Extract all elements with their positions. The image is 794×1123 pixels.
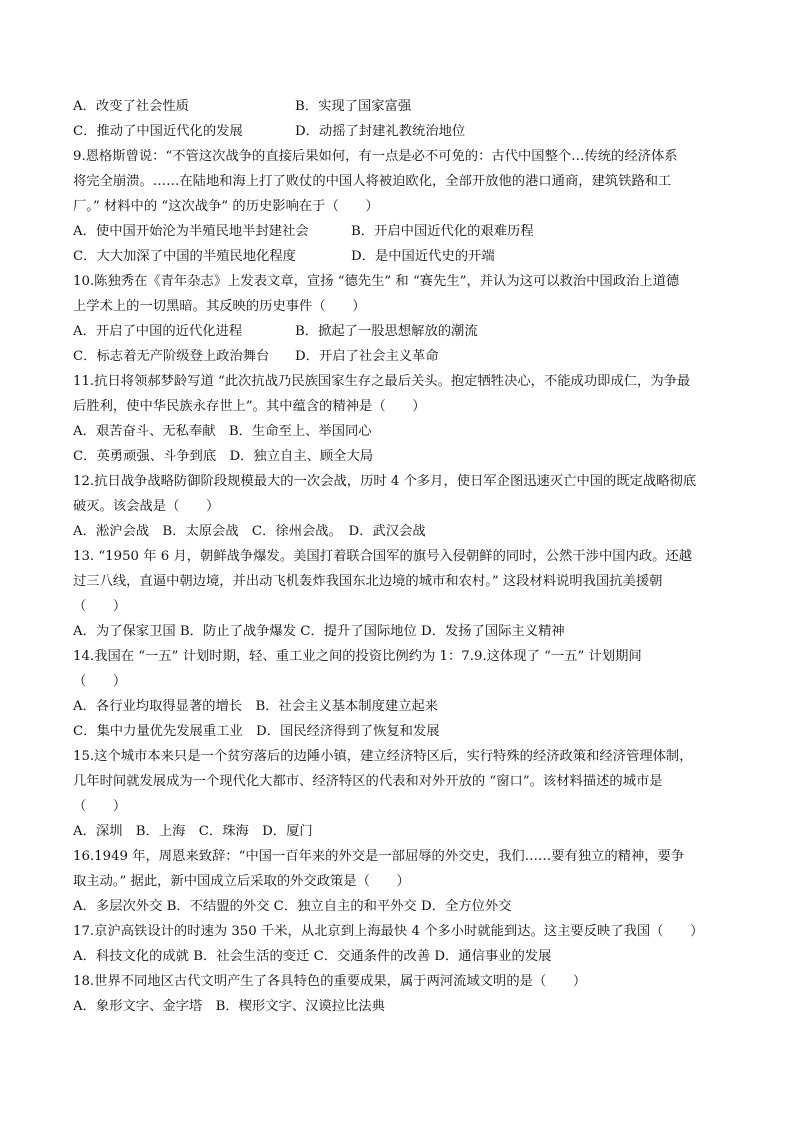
question-9 xyxy=(73,144,728,269)
question-stem-line: 将完全崩溃。……在陆地和海上打了败仗的中国人将被迫欧化，全部开放他的港口通商，建筑铁路和工 xyxy=(73,174,672,189)
question-stem-line: （ ） xyxy=(73,799,127,814)
question-stem-line: 11.抗日将领郝梦龄写道 “此次抗战乃民族国家生存之最后关头。抱定牺牲决心，不能成功即成仁，为争最 xyxy=(73,374,691,389)
option-b: B．实现了国家富强 xyxy=(295,99,412,114)
option-row: A．多层次外交 B．不结盟的外交 C．独立自主的和平外交 D．全方位外交 xyxy=(73,899,512,914)
option-row: C．英勇顽强、斗争到底 D．独立自主、顾全大局 xyxy=(73,449,374,464)
question-stem-line: 过三八线，直逼中朝边境，并出动飞机轰炸我国东北边境的城市和农村。” 这段材料说明我国抗美援朝 xyxy=(73,574,663,589)
question-stem-line: 15.这个城市本来只是一个贫穷落后的边陲小镇，建立经济特区后，实行特殊的经济政策和经济管理体制， xyxy=(73,749,693,764)
question-stem-line: 10.陈独秀在《青年杂志》上发表文章，宣扬 “德先生” 和 “赛先生”，并认为这可以救治中国政治上道德 xyxy=(73,274,680,289)
option-row xyxy=(73,219,728,244)
option-row: A．科技文化的成就 B．社会生活的变迁 C．交通条件的改善 D．通信事业的发展 xyxy=(73,949,552,964)
option-row: A．为了保家卫国 B．防止了战争爆发 C．提升了国际地位 D．发扬了国际主义精神 xyxy=(73,624,565,639)
option-c: C．大大加深了中国的半殖民地化程度 xyxy=(73,249,296,264)
question-stem-line: 14.我国在 “一五” 计划时期，轻、重工业之间的投资比例约为 1：7.9.这体现了 “一五” 计划期间 xyxy=(73,649,642,664)
question-stem-line: 12.抗日战争战略防御阶段规模最大的一次会战，历时 4 个多月，使日军企图迅速灭亡中国的既定战略彻底 xyxy=(73,474,697,489)
option-b: B．掀起了一股思想解放的潮流 xyxy=(295,324,478,339)
question-stem-line: 9.恩格斯曾说：“不管这次战争的直接后果如何，有一点是必不可免的：古代中国整个…传统的经济体系 xyxy=(73,149,678,164)
question-stem-line: （ ） xyxy=(73,599,127,614)
question-stem-line: 16.1949 年，周恩来致辞：“中国一百年来的外交是一部屈辱的外交史，我们……要有独立的精神，要争 xyxy=(73,849,685,864)
question-stem-line: （ ） xyxy=(73,674,127,689)
option-d: D．开启了社会主义革命 xyxy=(295,349,439,364)
question-10 xyxy=(73,269,728,369)
option-row: A．象形文字、金字塔 B．楔形文字、汉谟拉比法典 xyxy=(73,999,385,1014)
option-row xyxy=(73,344,728,369)
question-8-options xyxy=(73,94,728,144)
option-a: A．改变了社会性质 xyxy=(73,99,189,114)
question-12 xyxy=(73,469,728,544)
question-13 xyxy=(73,544,728,644)
question-15 xyxy=(73,744,728,844)
option-row xyxy=(73,319,728,344)
question-stem-line: 后胜利，使中华民族永存世上”。其中蕴含的精神是（ ） xyxy=(73,399,426,414)
question-stem-line: 13. “1950 年 6 月，朝鲜战争爆发。美国打着联合国军的旗号入侵朝鲜的同时，公然干涉中国内政。还越 xyxy=(73,549,693,564)
option-c: C．推动了中国近代化的发展 xyxy=(73,124,243,139)
option-d: D．动摇了封建礼教统治地位 xyxy=(295,124,466,139)
question-stem-line: 上学术上的一切黑暗。其反映的历史事件（ ） xyxy=(73,299,366,314)
question-14 xyxy=(73,644,728,744)
question-stem-line: 厂。” 材料中的 “这次战争” 的历史影响在于（ ） xyxy=(73,199,379,214)
option-row xyxy=(73,94,728,119)
option-row xyxy=(73,119,728,144)
option-row: A．艰苦奋斗、无私奉献 B．生命至上、举国同心 xyxy=(73,424,372,439)
option-d: D．是中国近代史的开端 xyxy=(351,249,495,264)
option-row: C．集中力量优先发展重工业 D．国民经济得到了恢复和发展 xyxy=(73,724,440,739)
question-stem-line: 18.世界不同地区古代文明产生了各具特色的重要成果，属于两河流域文明的是（ ） xyxy=(73,974,587,989)
exam-page xyxy=(73,94,728,1019)
option-b: B．开启中国近代化的艰难历程 xyxy=(351,224,534,239)
option-a: A．使中国开始沦为半殖民地半封建社会 xyxy=(73,224,309,239)
question-17 xyxy=(73,919,728,969)
option-row: A．深圳 B．上海 C．珠海 D．厦门 xyxy=(73,824,313,839)
option-c: C．标志着无产阶级登上政治舞台 xyxy=(73,349,270,364)
option-row: A．各行业均取得显著的增长 B．社会主义基本制度建立起来 xyxy=(73,699,439,714)
question-stem-line: 几年时间就发展成为一个现代化大都市、经济特区的代表和对外开放的 “窗口”。该材料描述的城市是 xyxy=(73,774,663,789)
question-11 xyxy=(73,369,728,469)
question-16 xyxy=(73,844,728,919)
question-stem-line: 17.京沪高铁设计的时速为 350 千米，从北京到上海最快 4 个多小时就能到达。这主要反映了我国（ ） xyxy=(73,924,704,939)
option-row: A．淞沪会战 B．太原会战 C．徐州会战。 D．武汉会战 xyxy=(73,524,426,539)
question-18 xyxy=(73,969,728,1019)
option-a: A．开启了中国的近代化进程 xyxy=(73,324,243,339)
question-stem-line: 破灭。该会战是（ ） xyxy=(73,499,220,514)
option-row xyxy=(73,244,728,269)
question-stem-line: 取主动。” 据此，新中国成立后采取的外交政策是（ ） xyxy=(73,874,410,889)
